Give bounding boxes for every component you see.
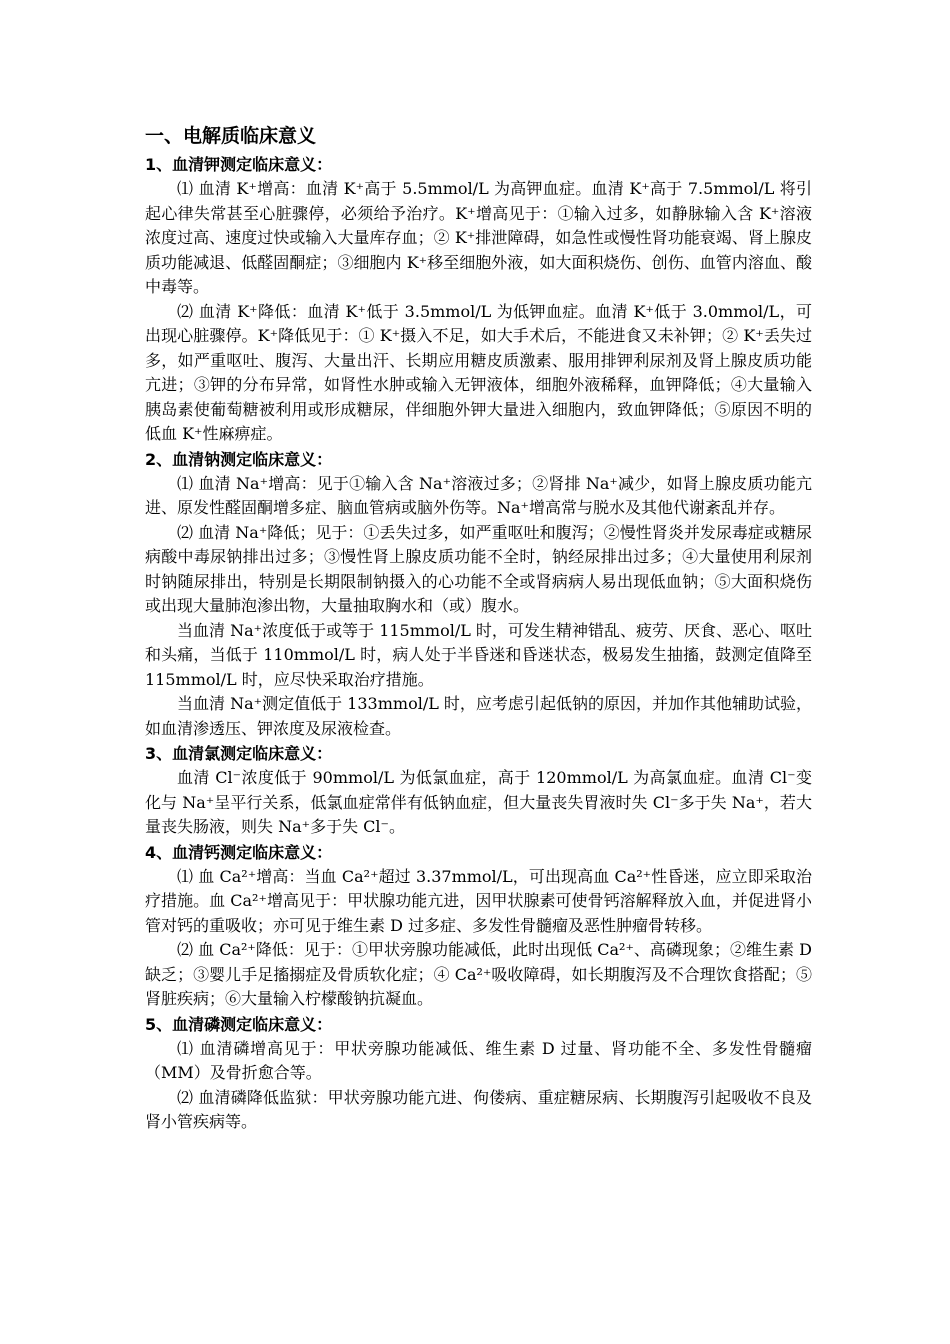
section-heading: 3、血清氯测定临床意义： bbox=[145, 744, 333, 763]
document-page bbox=[145, 122, 812, 1135]
paragraph: 血清 Cl⁻浓度低于 90mmol/L 为低氯血症，高于 120mmol/L 为高氯血症。血清 Cl⁻变化与 Na⁺呈平行关系，低氯血症常伴有低钠血症，但大量丧失胃液时失 Cl⁻多于失 Na⁺，若大量丧失肠液，则失 Na⁺多于失 Cl⁻。 bbox=[145, 768, 812, 836]
section-phosphorus bbox=[145, 1012, 812, 1135]
section-heading: 1、血清钾测定临床意义： bbox=[145, 155, 333, 174]
paragraph: ⑵ 血清 K⁺降低：血清 K⁺低于 3.5mmol/L 为低钾血症。血清 K⁺低于 3.0mmol/L，可出现心脏骤停。K⁺降低见于：① K⁺摄入不足，如大手术后，不能进食又未补钾；② K⁺丢失过多，如严重呕吐、腹泻、大量出汗、长期应用糖皮质激素、服用排钾利尿剂及肾上腺皮质功能亢进；③钾的分布异常，如肾性水肿或输入无钾液体，细胞外液稀释，血钾降低；④大量输入胰岛素使葡萄糖被利用或形成糖尿，伴细胞外钾大量进入细胞内，致血钾降低；⑤原因不明的低血 K⁺性麻痹症。 bbox=[145, 301, 812, 443]
section-heading: 4、血清钙测定临床意义： bbox=[145, 842, 333, 862]
paragraph: ⑴ 血清磷增高见于：甲状旁腺功能减低、维生素 D 过量、肾功能不全、多发性骨髓瘤（MM）及骨折愈合等。 bbox=[145, 1038, 812, 1082]
paragraph: 当血清 Na⁺浓度低于或等于 115mmol/L 时，可发生精神错乱、疲劳、厌食、恶心、呕吐和头痛，当低于 110mmol/L 时，病人处于半昏迷和昏迷状态，极易发生抽搐，鼓测定值降至 115mmol/L 时，应尽快采取治疗措施。 bbox=[145, 620, 812, 689]
paragraph: ⑵ 血 Ca²⁺降低：见于：①甲状旁腺功能减低，此时出现低 Ca²⁺、高磷现象；②维生素 D 缺乏；③婴儿手足搐搦症及骨质软化症；④ Ca²⁺吸收障碍，如长期腹泻及不合理饮食搭配；⑤肾脏疾病；⑥大量输入柠檬酸钠抗凝血。 bbox=[145, 940, 812, 1008]
section-sodium bbox=[145, 447, 812, 742]
section-potassium bbox=[145, 152, 812, 447]
paragraph: ⑴ 血 Ca²⁺增高：当血 Ca²⁺超过 3.37mmol/L，可出现高血 Ca²⁺性昏迷，应立即采取治疗措施。血 Ca²⁺增高见于：甲状腺功能亢进，因甲状腺素可使骨钙溶解释放入血，并促进肾小管对钙的重吸收；亦可见于维生素 D 过多症、多发性骨髓瘤及恶性肿瘤骨转移。 bbox=[145, 866, 812, 935]
paragraph: ⑵ 血清 Na⁺降低；见于：①丢失过多，如严重呕吐和腹泻；②慢性肾炎并发尿毒症或糖尿病酸中毒尿钠排出过多；③慢性肾上腺皮质功能不全时，钠经尿排出过多；④大量使用利尿剂时钠随尿排出，特别是长期限制钠摄入的心功能不全或肾病病人易出现低血钠；⑤大面积烧伤或出现大量肺泡渗出物，大量抽取胸水和（或）腹水。 bbox=[145, 522, 812, 615]
section-heading: 2、血清钠测定临床意义： bbox=[145, 449, 333, 469]
section-heading: 5、血清磷测定临床意义： bbox=[145, 1014, 333, 1034]
paragraph: 当血清 Na⁺测定值低于 133mmol/L 时，应考虑引起低钠的原因，并加作其他辅助试验，如血清渗透压、钾浓度及尿液检查。 bbox=[145, 694, 812, 738]
section-calcium bbox=[145, 840, 812, 1012]
paragraph: ⑴ 血清 Na⁺增高：见于①输入含 Na⁺溶液过多；②肾排 Na⁺减少，如肾上腺皮质功能亢进、原发性醛固酮增多症、脑血管病或脑外伤等。Na⁺增高常与脱水及其他代谢紊乱并存。 bbox=[145, 473, 812, 517]
section-chloride bbox=[145, 741, 812, 840]
paragraph: ⑴ 血清 K⁺增高：血清 K⁺高于 5.5mmol/L 为高钾血症。血清 K⁺高于 7.5mmol/L 将引起心律失常甚至心脏骤停，必须给予治疗。K⁺增高见于：①输入过多，如静脉输入含 K⁺溶液浓度过高、速度过快或输入大量库存血；② K⁺排泄障碍，如急性或慢性肾功能衰竭、肾上腺皮质功能减退、低醛固酮症；③细胞内 K⁺移至细胞外液，如大面积烧伤、创伤、血管内溶血、酸中毒等。 bbox=[145, 179, 812, 296]
document-title: 一、电解质临床意义 bbox=[145, 125, 317, 147]
paragraph: ⑵ 血清磷降低监狱：甲状旁腺功能亢进、佝偻病、重症糖尿病、长期腹泻引起吸收不良及肾小管疾病等。 bbox=[145, 1087, 812, 1131]
